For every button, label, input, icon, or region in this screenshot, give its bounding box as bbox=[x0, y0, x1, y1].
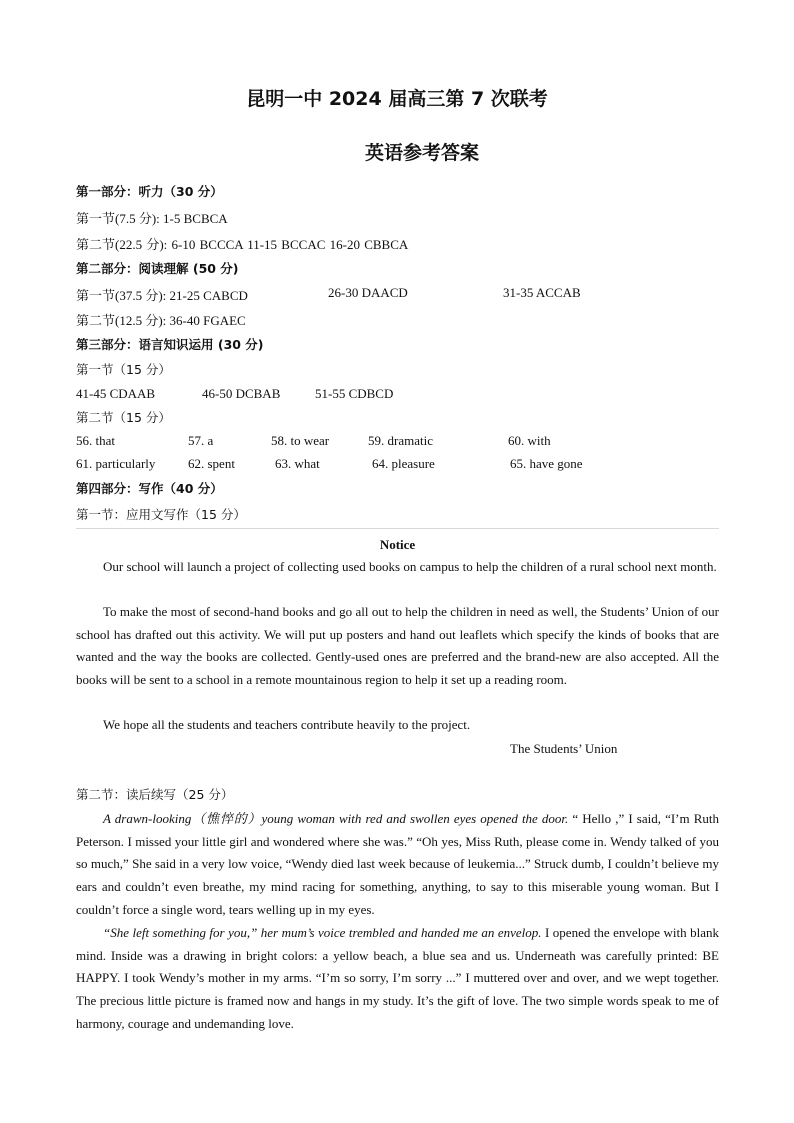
story-paragraph-2-text: I opened the envelope with blank mind. Inside was a drawing in bright colors: a yellow beach, a blue sea and us. Underneath was carefully printed: BE HAPPY. I took Wendy’s mother in my arms. “I’m so sorry, I’m sorry ...” I muttered over and over, and we wept together. The precious little picture is framed now and hangs in my study. It’s the gift of love. The two simple words speak to me of harmony, courage and undemanding love. bbox=[76, 925, 719, 1031]
part3-group2: 46-50 DCBAB bbox=[202, 386, 281, 401]
part2-section1-group3: 31-35 ACCAB bbox=[503, 285, 581, 300]
part2-heading: 第二部分：阅读理解 (50 分) bbox=[76, 261, 239, 276]
answer-59: 59. dramatic bbox=[368, 433, 433, 448]
page-subtitle: 英语参考答案 bbox=[364, 142, 479, 164]
page-title: 昆明一中 2024 届高三第 7 次联考 bbox=[246, 88, 548, 110]
part2-section2: 第二节(12.5 分): 36-40 FGAEC bbox=[76, 313, 246, 328]
part3-group1: 41-45 CDAAB bbox=[76, 386, 156, 401]
answer-61: 61. particularly bbox=[76, 456, 156, 471]
answer-56: 56. that bbox=[76, 433, 115, 448]
notice-paragraph-3: We hope all the students and teachers contribute heavily to the project. bbox=[103, 717, 471, 732]
notice-paragraph-2: To make the most of second-hand books and go all out to help the children in need as well, the Students’ Union of our school has drafted out this activity. We will put up posters and hand out leaflets which specify the kinds of books that are wanted and the way the books are collected. Gently-used ones are preferred and the brand-new are also accepted. All the books will be sent to a school in a remote mountainous region to help it set up a reading room. bbox=[76, 604, 719, 688]
part4-section1-label: 第一节：应用文写作（15 分） bbox=[76, 507, 246, 522]
answer-60: 60. with bbox=[508, 433, 551, 448]
answer-63: 63. what bbox=[275, 456, 320, 471]
part2-section1-label: 第一节(37.5 分): 21-25 CABCD bbox=[76, 288, 248, 303]
part2-section1-group2: 26-30 DAACD bbox=[328, 285, 408, 300]
answer-65: 65. have gone bbox=[510, 456, 583, 471]
answer-64: 64. pleasure bbox=[372, 456, 435, 471]
part3-section1-label: 第一节（15 分） bbox=[76, 362, 171, 377]
answer-57: 57. a bbox=[188, 433, 214, 448]
notice-signature: The Students’ Union bbox=[510, 741, 618, 756]
part4-section2-label: 第二节：读后续写（25 分） bbox=[76, 787, 234, 802]
answer-62: 62. spent bbox=[188, 456, 235, 471]
answer-58: 58. to wear bbox=[271, 433, 330, 448]
part1-section1: 第一节(7.5 分): 1-5 BCBCA bbox=[76, 211, 228, 226]
notice-title: Notice bbox=[379, 537, 416, 552]
story-paragraph-2 bbox=[76, 922, 719, 1036]
section-divider bbox=[76, 528, 719, 529]
story-paragraph-2-italic: “She left something for you,” her mum’s voice trembled and handed me an envelop. bbox=[103, 925, 542, 940]
part4-heading: 第四部分：写作（40 分） bbox=[76, 481, 223, 496]
notice-paragraph-1: Our school will launch a project of collecting used books on campus to help the children of a rural school next month. bbox=[103, 559, 717, 574]
story-paragraph-1 bbox=[76, 808, 719, 922]
story-paragraph-1-text: “ Hello ,” I said, “I’m Ruth Peterson. I missed your little girl and wondered where she was.” “Oh yes, Miss Ruth, please come in. Wendy talked of you so much,” She said in a very low voice, “Wendy died last week because of leukemia...” Struck dumb, I couldn’t believe my ears and couldn’t even breathe, my mind racing for something, anything, to say to this miserable young woman. But I couldn’t force a single word, tears welling up in my eyes. bbox=[76, 811, 720, 917]
part3-heading: 第三部分：语言知识运用 (30 分) bbox=[76, 337, 264, 352]
story-paragraph-1-italic: A drawn-looking（憔悴的）young woman with red and swollen eyes opened the door. bbox=[103, 811, 569, 826]
part3-section2-label: 第二节（15 分） bbox=[76, 410, 171, 425]
part3-group3: 51-55 CDBCD bbox=[315, 386, 394, 401]
part1-heading: 第一部分：听力（30 分） bbox=[76, 184, 223, 199]
part1-section2: 第二节(22.5 分): 6-10 BCCCA 11-15 BCCAC 16-20 CBBCA bbox=[76, 237, 409, 252]
